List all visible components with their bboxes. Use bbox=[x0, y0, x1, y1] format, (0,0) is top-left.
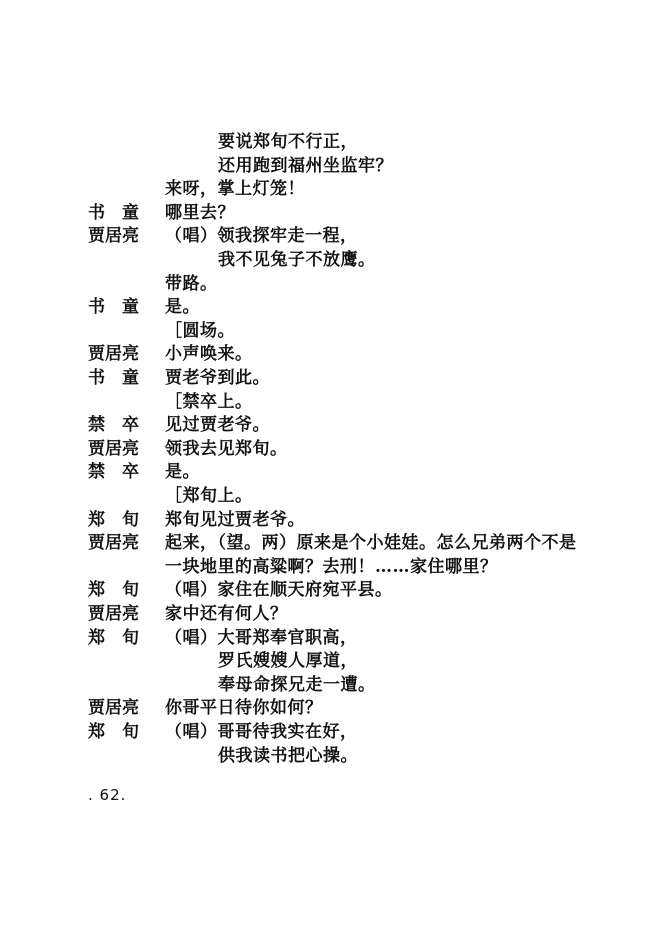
dialogue-line: 是。 bbox=[165, 462, 200, 482]
dialogue-line: 你哥平日待你如何？ bbox=[165, 698, 323, 718]
dialogue-line: 贾老爷到此。 bbox=[165, 368, 270, 388]
speaker-name: 贾居亮 bbox=[88, 344, 139, 364]
speaker-name: 书 童 bbox=[88, 368, 139, 388]
dialogue-line: 领我去见郑旬。 bbox=[165, 439, 288, 459]
dialogue-line: 供我读书把心操。 bbox=[218, 746, 358, 766]
dialogue-line: 我不见兔子不放鹰。 bbox=[218, 250, 376, 270]
dialogue-line: 来呀，掌上灯笼！ bbox=[165, 179, 305, 199]
dialogue-line: （唱）家住在顺天府宛平县。 bbox=[165, 580, 393, 600]
dialogue-line: （唱）大哥郑奉官职高， bbox=[165, 628, 358, 648]
dialogue-line: ［禁卒上。 bbox=[165, 392, 253, 412]
dialogue-line: ［圆场。 bbox=[165, 321, 235, 341]
speaker-name: 书 童 bbox=[88, 203, 139, 223]
dialogue-line: 带路。 bbox=[165, 274, 218, 294]
speaker-name: 禁 卒 bbox=[88, 415, 139, 435]
speaker-name: 贾居亮 bbox=[88, 226, 139, 246]
dialogue-line: 家中还有何人？ bbox=[165, 604, 288, 624]
speaker-name: 贾居亮 bbox=[88, 698, 139, 718]
dialogue-line: 郑旬见过贾老爷。 bbox=[165, 510, 305, 530]
speaker-name: 禁 卒 bbox=[88, 462, 139, 482]
speaker-name: 郑 旬 bbox=[88, 580, 139, 600]
dialogue-line: 罗氏嫂嫂人厚道， bbox=[218, 651, 358, 671]
speaker-name: 贾居亮 bbox=[88, 439, 139, 459]
dialogue-line: （唱）领我探牢走一程， bbox=[165, 226, 358, 246]
speaker-name: 郑 旬 bbox=[88, 510, 139, 530]
dialogue-line: 还用跑到福州坐监牢？ bbox=[218, 156, 393, 176]
dialogue-line: ［郑旬上。 bbox=[165, 486, 253, 506]
dialogue-line: 见过贾老爷。 bbox=[165, 415, 270, 435]
dialogue-line: 起来，（望。两）原来是个小娃娃。怎么兄弟两个不是 bbox=[165, 533, 577, 553]
dialogue-line: 奉母命探兄走一遭。 bbox=[218, 675, 376, 695]
dialogue-line: 是。 bbox=[165, 297, 200, 317]
speaker-name: 贾居亮 bbox=[88, 533, 139, 553]
speaker-name: 书 童 bbox=[88, 297, 139, 317]
page-number: . 62. bbox=[88, 786, 127, 804]
speaker-name: 郑 旬 bbox=[88, 722, 139, 742]
dialogue-line: 小声唤来。 bbox=[165, 344, 253, 364]
dialogue-line: 一块地里的高粱啊？去刑！……家住哪里？ bbox=[165, 557, 498, 577]
dialogue-line: 要说郑旬不行正， bbox=[218, 132, 358, 152]
speaker-name: 郑 旬 bbox=[88, 628, 139, 648]
dialogue-line: 哪里去？ bbox=[165, 203, 235, 223]
speaker-name: 贾居亮 bbox=[88, 604, 139, 624]
dialogue-line: （唱）哥哥待我实在好， bbox=[165, 722, 358, 742]
